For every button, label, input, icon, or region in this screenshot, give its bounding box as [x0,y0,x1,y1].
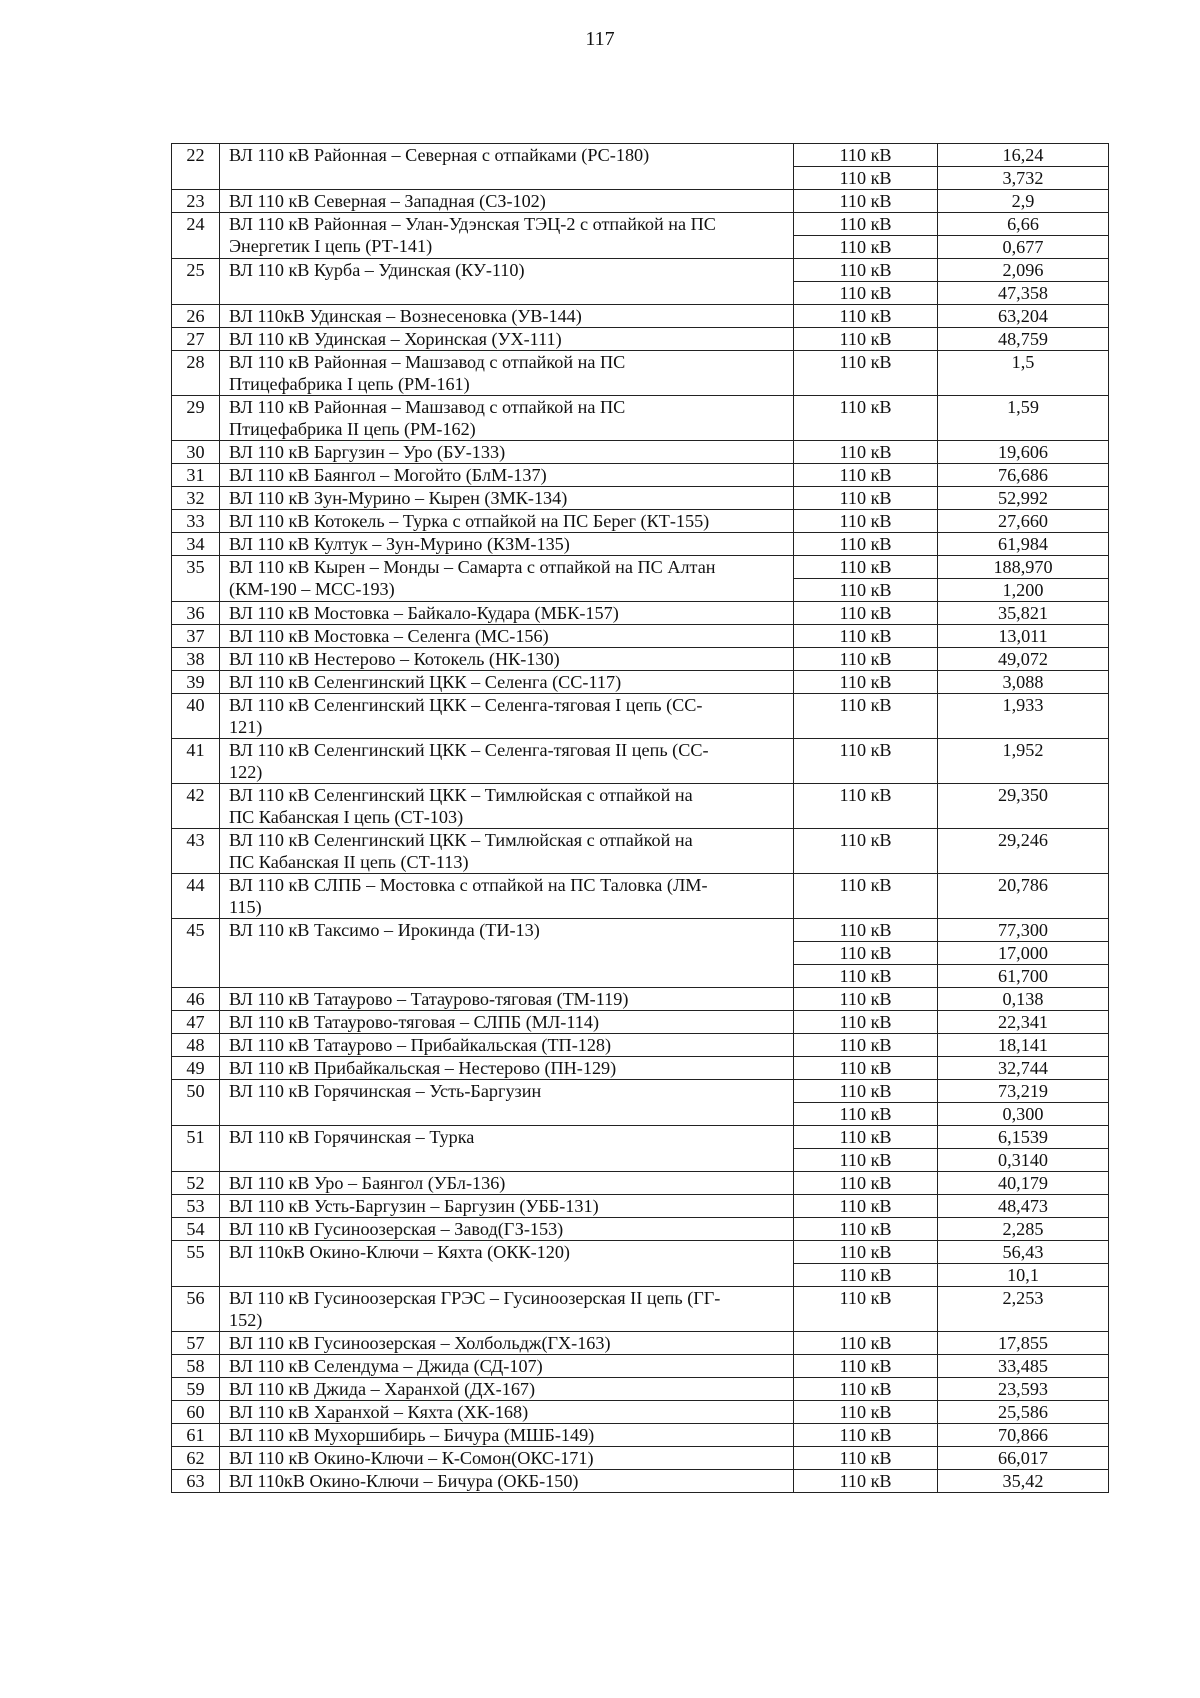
row-number: 44 [172,874,220,919]
voltage-cell: 110 кВ [794,487,938,510]
length-cell: 0,300 [938,1103,1109,1126]
row-number: 50 [172,1080,220,1126]
table-row [172,510,1109,533]
voltage-cell: 110 кВ [794,259,938,282]
voltage-cell: 110 кВ [794,1424,938,1447]
table-row [172,1195,1109,1218]
line-name [220,829,794,874]
length-cell: 1,59 [938,396,1109,441]
row-number: 58 [172,1355,220,1378]
line-name [220,464,794,487]
line-name-text: ВЛ 110 кВ Котокель – Турка с отпайкой на ПС Берег (КТ-155) [229,511,710,531]
line-name-text: ВЛ 110 кВ Таксимо – Ирокинда (ТИ-13) [229,920,540,940]
length-cell: 6,66 [938,213,1109,236]
table-row [172,487,1109,510]
length-cell: 27,660 [938,510,1109,533]
length-cell: 61,984 [938,533,1109,556]
line-name-text: 122) [229,762,263,782]
length-cell: 17,000 [938,942,1109,965]
row-number: 40 [172,694,220,739]
length-cell: 52,992 [938,487,1109,510]
line-name-text: ВЛ 110 кВ Селенгинский ЦКК – Селенга-тяговая II цепь (СС- [229,740,709,760]
line-name-text: ВЛ 110 кВ Мухоршибирь – Бичура (МШБ-149) [229,1425,595,1445]
line-name-text: 121) [229,717,263,737]
table-row [172,328,1109,351]
line-name-text: ВЛ 110 кВ Гусиноозерская ГРЭС – Гусиноозерская II цепь (ГГ- [229,1288,721,1308]
length-cell: 18,141 [938,1034,1109,1057]
length-cell: 0,138 [938,988,1109,1011]
line-name [220,739,794,784]
length-cell: 3,088 [938,671,1109,694]
line-name-text: ВЛ 110 кВ Култук – Зун-Мурино (КЗМ-135) [229,534,570,554]
table-row [172,396,1109,441]
row-number: 48 [172,1034,220,1057]
table-row [172,556,1109,579]
line-name-text: ВЛ 110 кВ Горячинская – Турка [229,1127,475,1147]
length-cell: 32,744 [938,1057,1109,1080]
line-name [220,1241,794,1287]
voltage-cell: 110 кВ [794,1149,938,1172]
row-number: 37 [172,625,220,648]
line-name-text: 152) [229,1310,263,1330]
row-number: 56 [172,1287,220,1332]
table-row [172,1011,1109,1034]
page-number: 117 [585,28,615,50]
row-number: 38 [172,648,220,671]
row-number: 24 [172,213,220,259]
line-name [220,625,794,648]
line-name-text: ВЛ 110 кВ Курба – Удинская (КУ-110) [229,260,525,280]
line-name [220,1218,794,1241]
row-number: 27 [172,328,220,351]
voltage-cell: 110 кВ [794,213,938,236]
length-cell: 35,42 [938,1470,1109,1493]
length-cell: 2,285 [938,1218,1109,1241]
table-row [172,919,1109,942]
table-row [172,1034,1109,1057]
line-name-text: ВЛ 110 кВ Джида – Харанхой (ДХ-167) [229,1379,536,1399]
row-number: 46 [172,988,220,1011]
table-row [172,648,1109,671]
length-cell: 61,700 [938,965,1109,988]
length-cell: 40,179 [938,1172,1109,1195]
line-name-text: ВЛ 110кВ Окино-Ключи – Кяхта (ОКК-120) [229,1242,570,1262]
voltage-cell: 110 кВ [794,441,938,464]
voltage-cell: 110 кВ [794,1126,938,1149]
table-row [172,602,1109,625]
length-cell: 70,866 [938,1424,1109,1447]
table-row [172,829,1109,874]
line-name-text: ВЛ 110 кВ Зун-Мурино – Кырен (ЗМК-134) [229,488,568,508]
length-cell: 77,300 [938,919,1109,942]
line-name [220,305,794,328]
length-cell: 10,1 [938,1264,1109,1287]
row-number: 42 [172,784,220,829]
row-number: 59 [172,1378,220,1401]
voltage-cell: 110 кВ [794,282,938,305]
length-cell: 1,5 [938,351,1109,396]
line-name [220,351,794,396]
line-name [220,988,794,1011]
table-row [172,259,1109,282]
row-number: 62 [172,1447,220,1470]
line-name-text: ВЛ 110 кВ СЛПБ – Мостовка с отпайкой на ПС Таловка (ЛМ- [229,875,708,895]
voltage-cell: 110 кВ [794,942,938,965]
voltage-cell: 110 кВ [794,671,938,694]
row-number: 33 [172,510,220,533]
line-name [220,259,794,305]
table-row [172,671,1109,694]
row-number: 47 [172,1011,220,1034]
line-name [220,1011,794,1034]
table-row [172,1355,1109,1378]
line-name [220,694,794,739]
row-number: 63 [172,1470,220,1493]
line-name-text: ВЛ 110 кВ Районная – Северная с отпайками (РС-180) [229,145,650,165]
line-name [220,919,794,988]
voltage-cell: 110 кВ [794,988,938,1011]
voltage-cell: 110 кВ [794,351,938,396]
table-row [172,533,1109,556]
row-number: 57 [172,1332,220,1355]
line-name-text: ПС Кабанская II цепь (СТ-113) [229,852,469,872]
line-name [220,648,794,671]
line-name-text: ВЛ 110 кВ Прибайкальская – Нестерово (ПН-129) [229,1058,617,1078]
table-row [172,1447,1109,1470]
voltage-cell: 110 кВ [794,579,938,602]
voltage-cell: 110 кВ [794,648,938,671]
line-name [220,1447,794,1470]
voltage-cell: 110 кВ [794,602,938,625]
row-number: 23 [172,190,220,213]
table-row [172,305,1109,328]
length-cell: 35,821 [938,602,1109,625]
row-number: 31 [172,464,220,487]
row-number: 39 [172,671,220,694]
line-name-text: ПС Кабанская I цепь (СТ-103) [229,807,464,827]
voltage-cell: 110 кВ [794,1287,938,1332]
length-cell: 17,855 [938,1332,1109,1355]
length-cell: 73,219 [938,1080,1109,1103]
voltage-cell: 110 кВ [794,464,938,487]
length-cell: 63,204 [938,305,1109,328]
table-row [172,739,1109,784]
line-name [220,144,794,190]
line-name [220,671,794,694]
line-name-text: ВЛ 110 кВ Нестерово – Котокель (НК-130) [229,649,560,669]
line-name [220,190,794,213]
length-cell: 29,246 [938,829,1109,874]
line-name [220,1378,794,1401]
line-name-text: ВЛ 110 кВ Мостовка – Байкало-Кудара (МБК-157) [229,603,619,623]
line-name-text: Птицефабрика I цепь (РМ-161) [229,374,470,394]
table-row [172,144,1109,167]
line-name [220,1332,794,1355]
line-name-text: ВЛ 110 кВ Татаурово – Татаурово-тяговая (ТМ-119) [229,989,629,1009]
row-number: 35 [172,556,220,602]
line-name-text: ВЛ 110 кВ Удинская – Хоринская (УХ-111) [229,329,562,349]
row-number: 25 [172,259,220,305]
line-name-text: ВЛ 110 кВ Районная – Улан-Удэнская ТЭЦ-2 с отпайкой на ПС [229,214,716,234]
length-cell: 2,096 [938,259,1109,282]
voltage-cell: 110 кВ [794,1355,938,1378]
length-cell: 25,586 [938,1401,1109,1424]
line-name [220,1287,794,1332]
line-name-text: ВЛ 110 кВ Горячинская – Усть-Баргузин [229,1081,542,1101]
length-cell: 56,43 [938,1241,1109,1264]
table-row [172,351,1109,396]
line-name-text: ВЛ 110 кВ Районная – Машзавод с отпайкой на ПС [229,397,626,417]
line-name-text: Птицефабрика II цепь (РМ-162) [229,419,476,439]
line-name-text: ВЛ 110 кВ Баргузин – Уро (БУ-133) [229,442,506,462]
line-name-text: ВЛ 110 кВ Селенгинский ЦКК – Селенга-тяговая I цепь (СС- [229,695,703,715]
voltage-cell: 110 кВ [794,305,938,328]
row-number: 30 [172,441,220,464]
line-name-text: ВЛ 110 кВ Уро – Баянгол (УБл-136) [229,1173,506,1193]
line-name-text: ВЛ 110 кВ Районная – Машзавод с отпайкой на ПС [229,352,626,372]
line-name [220,396,794,441]
length-cell: 1,933 [938,694,1109,739]
length-cell: 1,952 [938,739,1109,784]
line-name [220,213,794,259]
table-row [172,464,1109,487]
row-number: 36 [172,602,220,625]
line-name [220,874,794,919]
length-cell: 1,200 [938,579,1109,602]
line-name [220,1470,794,1493]
row-number: 22 [172,144,220,190]
line-name [220,602,794,625]
voltage-cell: 110 кВ [794,556,938,579]
line-name-text: ВЛ 110 кВ Гусиноозерская – Холбольдж(ГХ-163) [229,1333,611,1353]
voltage-cell: 110 кВ [794,1447,938,1470]
length-cell: 16,24 [938,144,1109,167]
voltage-cell: 110 кВ [794,625,938,648]
table-row [172,694,1109,739]
line-name-text: Энергетик I цепь (РТ-141) [229,236,433,256]
row-number: 32 [172,487,220,510]
row-number: 51 [172,1126,220,1172]
table-row [172,1057,1109,1080]
voltage-cell: 110 кВ [794,965,938,988]
row-number: 54 [172,1218,220,1241]
line-name [220,1080,794,1126]
table-row [172,1470,1109,1493]
row-number: 61 [172,1424,220,1447]
row-number: 49 [172,1057,220,1080]
voltage-cell: 110 кВ [794,144,938,167]
line-name-text: ВЛ 110 кВ Кырен – Монды – Самарта с отпайкой на ПС Алтан [229,557,716,577]
table-row [172,784,1109,829]
table-row [172,1126,1109,1149]
length-cell: 33,485 [938,1355,1109,1378]
table-row [172,625,1109,648]
line-name [220,556,794,602]
line-name [220,1401,794,1424]
table-row [172,1332,1109,1355]
length-cell: 19,606 [938,441,1109,464]
length-cell: 2,9 [938,190,1109,213]
length-cell: 2,253 [938,1287,1109,1332]
table-row [172,190,1109,213]
length-cell: 48,473 [938,1195,1109,1218]
voltage-cell: 110 кВ [794,829,938,874]
line-name [220,1172,794,1195]
line-name-text: (КМ-190 – МСС-193) [229,579,395,599]
voltage-cell: 110 кВ [794,739,938,784]
line-name [220,328,794,351]
row-number: 45 [172,919,220,988]
table-row [172,988,1109,1011]
table-row [172,213,1109,236]
table-row [172,1241,1109,1264]
voltage-cell: 110 кВ [794,1080,938,1103]
row-number: 52 [172,1172,220,1195]
voltage-cell: 110 кВ [794,1218,938,1241]
length-cell: 47,358 [938,282,1109,305]
table-row [172,1378,1109,1401]
voltage-cell: 110 кВ [794,510,938,533]
voltage-cell: 110 кВ [794,919,938,942]
row-number: 41 [172,739,220,784]
length-cell: 23,593 [938,1378,1109,1401]
line-name-text: ВЛ 110 кВ Усть-Баргузин – Баргузин (УББ-131) [229,1196,599,1216]
voltage-cell: 110 кВ [794,236,938,259]
voltage-cell: 110 кВ [794,190,938,213]
line-name-text: ВЛ 110 кВ Селенгинский ЦКК – Тимлюйская с отпайкой на [229,830,693,850]
voltage-cell: 110 кВ [794,1332,938,1355]
voltage-cell: 110 кВ [794,694,938,739]
voltage-cell: 110 кВ [794,533,938,556]
table-row [172,1172,1109,1195]
voltage-cell: 110 кВ [794,396,938,441]
line-name-text: ВЛ 110кВ Окино-Ключи – Бичура (ОКБ-150) [229,1471,579,1491]
power-lines-table [171,143,1109,1493]
length-cell: 13,011 [938,625,1109,648]
line-name [220,533,794,556]
length-cell: 48,759 [938,328,1109,351]
row-number: 29 [172,396,220,441]
line-name-text: ВЛ 110 кВ Окино-Ключи – К-Сомон(ОКС-171) [229,1448,594,1468]
line-name [220,1034,794,1057]
line-name [220,510,794,533]
voltage-cell: 110 кВ [794,1241,938,1264]
length-cell: 6,1539 [938,1126,1109,1149]
line-name [220,487,794,510]
row-number: 60 [172,1401,220,1424]
line-name-text: ВЛ 110 кВ Селенгинский ЦКК – Тимлюйская с отпайкой на [229,785,693,805]
voltage-cell: 110 кВ [794,784,938,829]
voltage-cell: 110 кВ [794,1264,938,1287]
voltage-cell: 110 кВ [794,1034,938,1057]
line-name [220,1195,794,1218]
line-name-text: ВЛ 110 кВ Гусиноозерская – Завод(ГЗ-153) [229,1219,564,1239]
line-name-text: ВЛ 110 кВ Селенгинский ЦКК – Селенга (СС-117) [229,672,622,692]
voltage-cell: 110 кВ [794,1172,938,1195]
line-name-text: ВЛ 110кВ Удинская – Вознесеновка (УВ-144) [229,306,582,326]
row-number: 43 [172,829,220,874]
voltage-cell: 110 кВ [794,1378,938,1401]
voltage-cell: 110 кВ [794,1195,938,1218]
voltage-cell: 110 кВ [794,874,938,919]
line-name [220,1057,794,1080]
table-body [172,144,1109,1493]
length-cell: 76,686 [938,464,1109,487]
line-name-text: ВЛ 110 кВ Баянгол – Могойто (БлМ-137) [229,465,547,485]
line-name-text: ВЛ 110 кВ Татаурово – Прибайкальская (ТП-128) [229,1035,612,1055]
length-cell: 20,786 [938,874,1109,919]
voltage-cell: 110 кВ [794,1401,938,1424]
row-number: 53 [172,1195,220,1218]
length-cell: 0,3140 [938,1149,1109,1172]
row-number: 34 [172,533,220,556]
line-name [220,784,794,829]
voltage-cell: 110 кВ [794,167,938,190]
table-row [172,1080,1109,1103]
length-cell: 49,072 [938,648,1109,671]
table-row [172,441,1109,464]
line-name [220,1424,794,1447]
line-name [220,441,794,464]
row-number: 55 [172,1241,220,1287]
table-row [172,1424,1109,1447]
line-name-text: ВЛ 110 кВ Харанхой – Кяхта (ХК-168) [229,1402,529,1422]
voltage-cell: 110 кВ [794,1470,938,1493]
voltage-cell: 110 кВ [794,1103,938,1126]
line-name [220,1355,794,1378]
voltage-cell: 110 кВ [794,1011,938,1034]
line-name-text: ВЛ 110 кВ Татаурово-тяговая – СЛПБ (МЛ-114) [229,1012,600,1032]
table-row [172,1401,1109,1424]
line-name [220,1126,794,1172]
line-name-text: ВЛ 110 кВ Мостовка – Селенга (МС-156) [229,626,549,646]
row-number: 26 [172,305,220,328]
voltage-cell: 110 кВ [794,1057,938,1080]
line-name-text: ВЛ 110 кВ Северная – Западная (СЗ-102) [229,191,546,211]
length-cell: 22,341 [938,1011,1109,1034]
line-name-text: 115) [229,897,262,917]
length-cell: 188,970 [938,556,1109,579]
voltage-cell: 110 кВ [794,328,938,351]
line-name-text: ВЛ 110 кВ Селендума – Джида (СД-107) [229,1356,543,1376]
table-row [172,1218,1109,1241]
row-number: 28 [172,351,220,396]
length-cell: 29,350 [938,784,1109,829]
length-cell: 3,732 [938,167,1109,190]
length-cell: 0,677 [938,236,1109,259]
length-cell: 66,017 [938,1447,1109,1470]
table-row [172,874,1109,919]
table-row [172,1287,1109,1332]
